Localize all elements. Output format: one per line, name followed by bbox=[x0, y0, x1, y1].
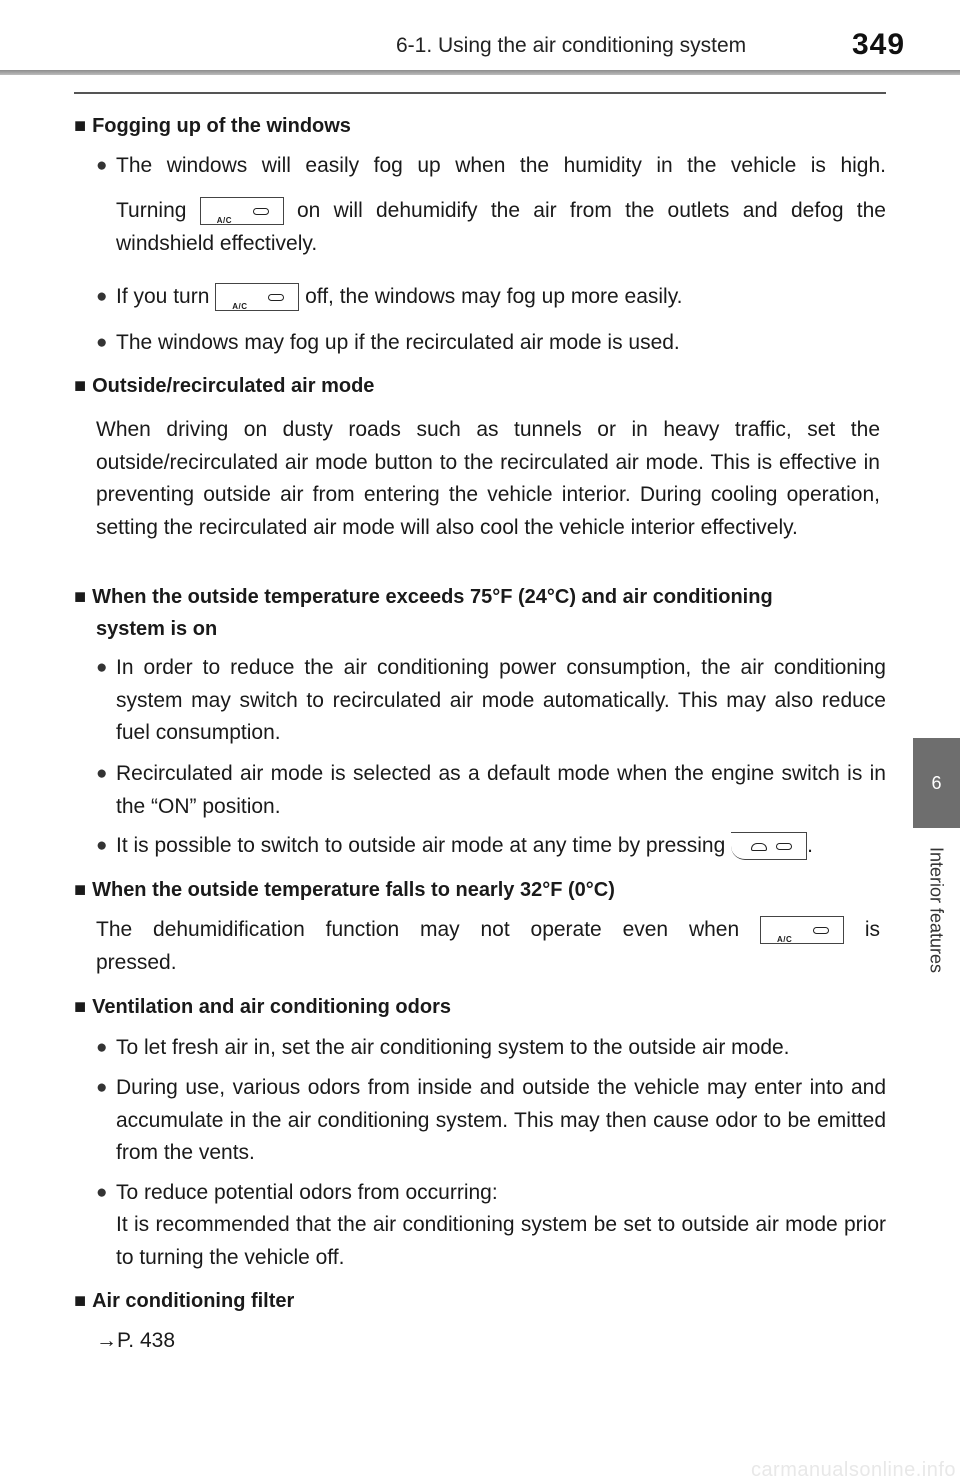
section-title: 6-1. Using the air conditioning system bbox=[396, 34, 747, 57]
bullet-text: Recirculated air mode is selected as a default mode when the engine switch is in the “ON” position. bbox=[116, 762, 886, 818]
bullet-text: off, the windows may fog up more easily. bbox=[305, 285, 683, 308]
indicator-icon bbox=[813, 927, 829, 934]
list-item-continued bbox=[96, 228, 886, 261]
bullet-text: It is recommended that the air conditioning system be set to outside air mode prior to turning the vehicle off. bbox=[116, 1213, 886, 1269]
list-item bbox=[96, 327, 886, 360]
bullet-text: . bbox=[807, 834, 813, 857]
heading-text: When the outside temperature falls to nearly 32°F (0°C) bbox=[92, 879, 615, 901]
watermark: carmanualsonline.info bbox=[750, 1459, 956, 1481]
square-bullet-icon: ■ bbox=[74, 996, 87, 1018]
round-bullet-icon: ● bbox=[96, 332, 108, 353]
ac-label: A/C bbox=[216, 216, 232, 226]
indicator-icon bbox=[776, 843, 792, 850]
list-item bbox=[96, 652, 886, 750]
round-bullet-icon: ● bbox=[96, 1037, 108, 1058]
bullet-text: Turning bbox=[116, 199, 187, 222]
round-bullet-icon: ● bbox=[96, 1182, 108, 1203]
bullet-text: To reduce potential odors from occurring: bbox=[116, 1181, 498, 1204]
heading-text: Fogging up of the windows bbox=[92, 115, 351, 137]
square-bullet-icon: ■ bbox=[74, 879, 87, 901]
outside-air-button-icon bbox=[731, 832, 807, 860]
heading-exceeds-75f bbox=[74, 581, 886, 645]
list-item bbox=[96, 1072, 886, 1170]
indicator-icon bbox=[268, 294, 284, 301]
header-rule bbox=[0, 70, 960, 75]
round-bullet-icon: ● bbox=[96, 763, 108, 784]
heading-filter bbox=[74, 1285, 886, 1317]
chapter-label: Interior features bbox=[926, 846, 947, 974]
ac-label: A/C bbox=[232, 302, 248, 312]
bullet-text: on will dehumidify the air from the outlets and defog the bbox=[296, 199, 886, 222]
square-bullet-icon: ■ bbox=[74, 1290, 87, 1312]
heading-falls-32f bbox=[74, 874, 886, 906]
round-bullet-icon: ● bbox=[96, 286, 108, 307]
bullet-text: The windows will easily fog up when the humidity in the vehicle is high. bbox=[116, 154, 886, 177]
page-reference-link[interactable]: →P. 438 bbox=[96, 1329, 176, 1352]
indicator-icon bbox=[253, 208, 269, 215]
round-bullet-icon: ● bbox=[96, 1077, 108, 1098]
list-item bbox=[96, 830, 886, 863]
page-number: 349 bbox=[852, 28, 906, 61]
bullet-text: To let fresh air in, set the air conditioning system to the outside air mode. bbox=[116, 1036, 790, 1059]
car-icon bbox=[751, 843, 767, 851]
heading-text: When the outside temperature exceeds 75°F (24°C) and air conditioning bbox=[92, 586, 773, 608]
list-item bbox=[96, 758, 886, 823]
heading-text: system is on bbox=[96, 618, 218, 640]
paragraph bbox=[96, 914, 880, 947]
bullet-text: During use, various odors from inside and outside the vehicle may enter into and accumulate in the air conditioning system. This may then cause odor to be emitted from the vents. bbox=[116, 1076, 886, 1164]
bullet-text: windshield effectively. bbox=[116, 232, 318, 255]
heading-text: Outside/recirculated air mode bbox=[92, 375, 375, 397]
heading-fogging bbox=[74, 110, 886, 142]
paragraph: When driving on dusty roads such as tunnels or in heavy traffic, set the outside/recirculated air mode button to the recirculated air mode. This is effective in preventing outside air from entering the vehicle interior. During cooling operation, setting the recirculated air mode will also cool the vehicle interior effectively. bbox=[96, 418, 880, 539]
square-bullet-icon: ■ bbox=[74, 586, 87, 608]
list-item-continued bbox=[96, 1209, 886, 1274]
heading-odors bbox=[74, 991, 886, 1023]
bullet-text: In order to reduce the air conditioning power consumption, the air conditioning system may switch to recirculated air mode automatically. This may also reduce fuel consumption. bbox=[116, 656, 886, 744]
list-item-continued bbox=[96, 195, 886, 228]
content-rule bbox=[74, 92, 886, 94]
paragraph-text: The dehumidification function may not operate even when bbox=[96, 918, 740, 941]
paragraph-continued: pressed. bbox=[96, 951, 177, 974]
heading-text: Ventilation and air conditioning odors bbox=[92, 996, 451, 1018]
chapter-number: 6 bbox=[931, 772, 942, 793]
paragraph-text: is bbox=[864, 918, 881, 941]
list-item bbox=[96, 150, 886, 183]
ac-label: A/C bbox=[777, 935, 793, 945]
list-item bbox=[96, 1177, 886, 1210]
round-bullet-icon: ● bbox=[96, 657, 108, 678]
chapter-tab[interactable] bbox=[913, 738, 960, 828]
square-bullet-icon: ■ bbox=[74, 115, 87, 137]
bullet-text: If you turn bbox=[116, 285, 210, 308]
round-bullet-icon: ● bbox=[96, 835, 108, 856]
heading-outside-recirculated bbox=[74, 370, 886, 402]
square-bullet-icon: ■ bbox=[74, 375, 87, 397]
ac-button-icon bbox=[200, 197, 284, 225]
ac-button-icon bbox=[215, 283, 299, 311]
round-bullet-icon: ● bbox=[96, 155, 108, 176]
bullet-text: It is possible to switch to outside air mode at any time by pressing bbox=[116, 834, 726, 857]
list-item bbox=[96, 281, 886, 314]
ac-button-icon bbox=[760, 916, 844, 944]
bullet-text: The windows may fog up if the recirculated air mode is used. bbox=[116, 331, 680, 354]
list-item bbox=[96, 1032, 886, 1065]
heading-text: Air conditioning filter bbox=[92, 1290, 295, 1312]
